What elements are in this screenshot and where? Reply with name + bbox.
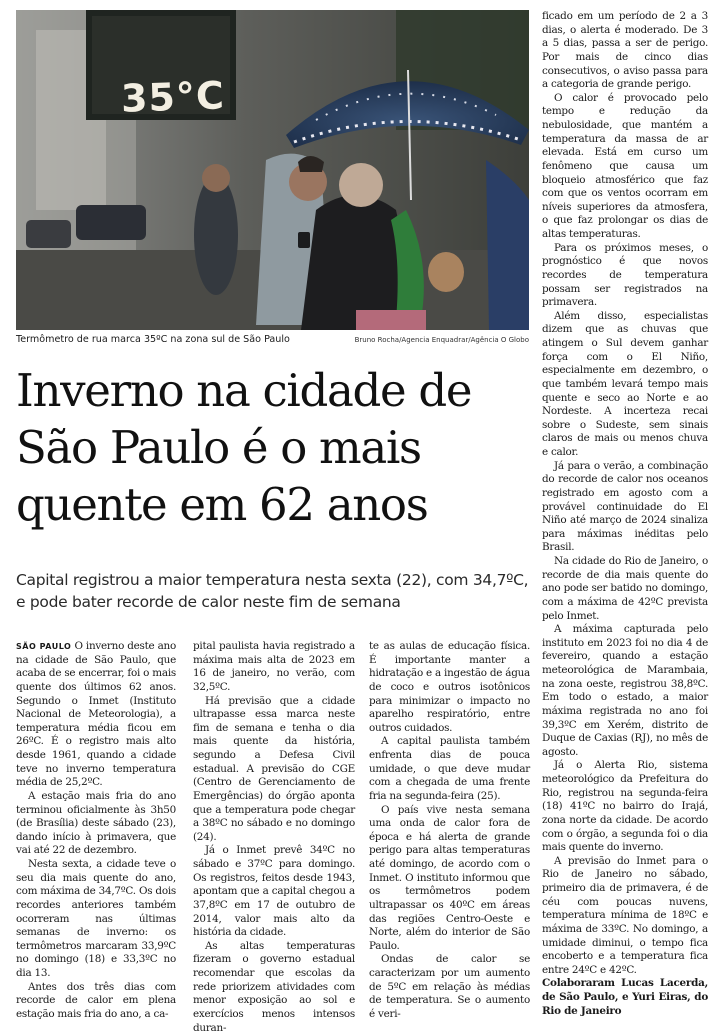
article-paragraph: Na cidade do Rio de Janeiro, o recorde de dia mais quente do ano pode ser batido no domingo, com a máxima de 42ºC prevista pelo Inmet. <box>542 555 708 622</box>
news-photo <box>16 10 529 330</box>
article-paragraph: ficado em um período de 2 a 3 dias, o alerta é moderado. De 3 a 5 dias, passa a ser de perigo. Por mais de cinco dias consecutivos, o aviso passa para a categoria de grande perigo. <box>542 10 708 91</box>
article-column-4 <box>542 10 708 1024</box>
article-paragraph: O país vive nesta semana uma onda de calor fora de época e há alerta de grande perigo para altas temperaturas até domingo, de acordo com o Inmet. O instituto informou que os termômetros podem ultrapassar os 40ºC em áreas das regiões Centro-Oeste e Norte, além do interior de São Paulo. <box>369 803 530 952</box>
article-paragraph: Há previsão que a cidade ultrapasse essa marca neste fim de semana e tenha o dia mais quente da história, segundo a Defesa Civil estadual. A previsão do CGE (Centro de Gerenciamento de Emergências) do órgão aponta que a temperatura pode chegar a 38ºC no sábado e no domingo (24). <box>193 694 355 843</box>
article-paragraph: Para os próximos meses, o prognóstico é que novos recordes de temperatura possam ser registrados na primavera. <box>542 241 708 309</box>
byline: Colaboraram Lucas Lacerda, de São Paulo, e Yuri Eiras, do Rio de Janeiro <box>542 977 708 1017</box>
article-paragraph: A máxima capturada pelo instituto em 2023 foi no dia 4 de fevereiro, quando a estação meteorológica de Marambaia, na zona oeste, registrou 38,8ºC. Em todo o estado, a maior máxima registrada no ano foi 39,3ºC em Xerém, distrito de Duque de Caxias (RJ), no mês de agosto. <box>542 623 708 758</box>
article-lead-text: O inverno deste ano na cidade de São Paulo, que acaba de se encerrar, foi o mais quente dos últimos 62 anos. Segundo o Inmet (Instituto Nacional de Meteorologia), a temperatura média ficou em 26ºC. É o registro mais alto desde 1961, quando a cidade teve no inverno temperatura média de 25,2ºC. <box>16 640 176 789</box>
location-kicker: SÃO PAULO <box>16 642 72 651</box>
headline: Inverno na cidade de São Paulo é o mais quente em 62 anos <box>16 364 472 532</box>
street-scene-image <box>16 10 529 330</box>
subheadline: Capital registrou a maior temperatura nesta sexta (22), com 34,7ºC, e pode bater recorde de calor neste fim de semana <box>16 571 529 611</box>
article-paragraph: te as aulas de educação física. É importante manter a hidratação e a ingestão de água de coco e outros isotônicos para minimizar o impacto no aparelho respiratório, entre outros cuidados. <box>369 640 530 734</box>
article-paragraph: Já para o verão, a combinação do recorde de calor nos oceanos registrado em agosto com a provável continuidade do El Niño até março de 2024 sinaliza para máximas inéditas pelo Brasil. <box>542 459 708 554</box>
photo-caption: Termômetro de rua marca 35ºC na zona sul de São Paulo <box>16 334 290 345</box>
article-paragraph: A previsão do Inmet para o Rio de Janeiro no sábado, primeiro dia de primavera, é de céu com poucas nuvens, temperatura mínima de 18ºC e máxima de 33ºC. No domingo, a umidade diminui, o tempo fica encoberto e a temperatura fica entre 24ºC e 42ºC. <box>542 854 708 976</box>
article-paragraph: Antes dos três dias com recorde de calor em plena estação mais fria do ano, a ca- <box>16 980 176 1020</box>
article-paragraph: A capital paulista também enfrenta dias de pouca umidade, o que deve mudar com a chegada de uma frente fria na segunda-feira (25). <box>369 735 530 802</box>
article-paragraph: pital paulista havia registrado a máxima mais alta de 2023 em 16 de janeiro, no verão, com 32,5ºC. <box>193 640 355 693</box>
article-column-2 <box>193 640 355 1034</box>
article-column-1 <box>16 640 176 1024</box>
article-column-3 <box>369 640 530 1024</box>
article-paragraph: O calor é provocado pelo tempo e redução da nebulosidade, que mantém a temperatura da massa de ar elevada. Está em curso um fenômeno que causa um bloqueio atmosférico que faz com que os ventos ocorram em níveis superiores da atmosfera, o que faz prolongar os dias de altas temperaturas. <box>542 91 708 240</box>
article-paragraph: Já o Alerta Rio, sistema meteorológico da Prefeitura do Rio, registrou na segunda-feira (18) 41ºC no bairro do Irajá, zona norte da cidade. De acordo com o órgão, a segunda foi o dia mais quente do inverno. <box>542 759 708 854</box>
article-paragraph: As altas temperaturas fizeram o governo estadual recomendar que escolas da rede priorizem atividades com menor exposição ao sol e exercícios menos intensos duran- <box>193 939 355 1034</box>
article-paragraph: Ondas de calor se caracterizam por um aumento de 5ºC em relação às médias de temperatura. Se o aumento é veri- <box>369 953 530 1020</box>
article-paragraph: Já o Inmet prevê 34ºC no sábado e 37ºC para domingo. Os registros, feitos desde 1943, apontam que a capital chegou a 37,8ºC em 17 de outubro de 2014, valor mais alto da história da cidade. <box>193 844 355 939</box>
photo-caption-row <box>16 333 529 351</box>
photo-credit: Bruno Rocha/Agencia Enquadrar/Agência O Globo <box>354 336 529 344</box>
article-paragraph: Nesta sexta, a cidade teve o seu dia mais quente do ano, com máxima de 34,7ºC. Os dois recordes anteriores também ocorreram nas últimas semanas de inverno: os termômetros marcaram 33,9ºC no domingo (18) e 33,3ºC no dia 13. <box>16 858 176 979</box>
article-paragraph <box>16 640 176 790</box>
article-paragraph: Além disso, especialistas dizem que as chuvas que atingem o Sul devem ganhar força com o El Niño, especialmente em dezembro, o que também levará tempo mais quente e seco ao Norte e ao Nordeste. A incerteza recai sobre o Sudeste, sem sinais claros de mais ou menos chuva e calor. <box>542 309 708 458</box>
thermometer-sign-text: 35°C <box>120 73 226 121</box>
article-paragraph: A estação mais fria do ano terminou oficialmente às 3h50 (de Brasília) deste sábado (23), dando início à primavera, que vai até 22 de dezembro. <box>16 789 176 857</box>
